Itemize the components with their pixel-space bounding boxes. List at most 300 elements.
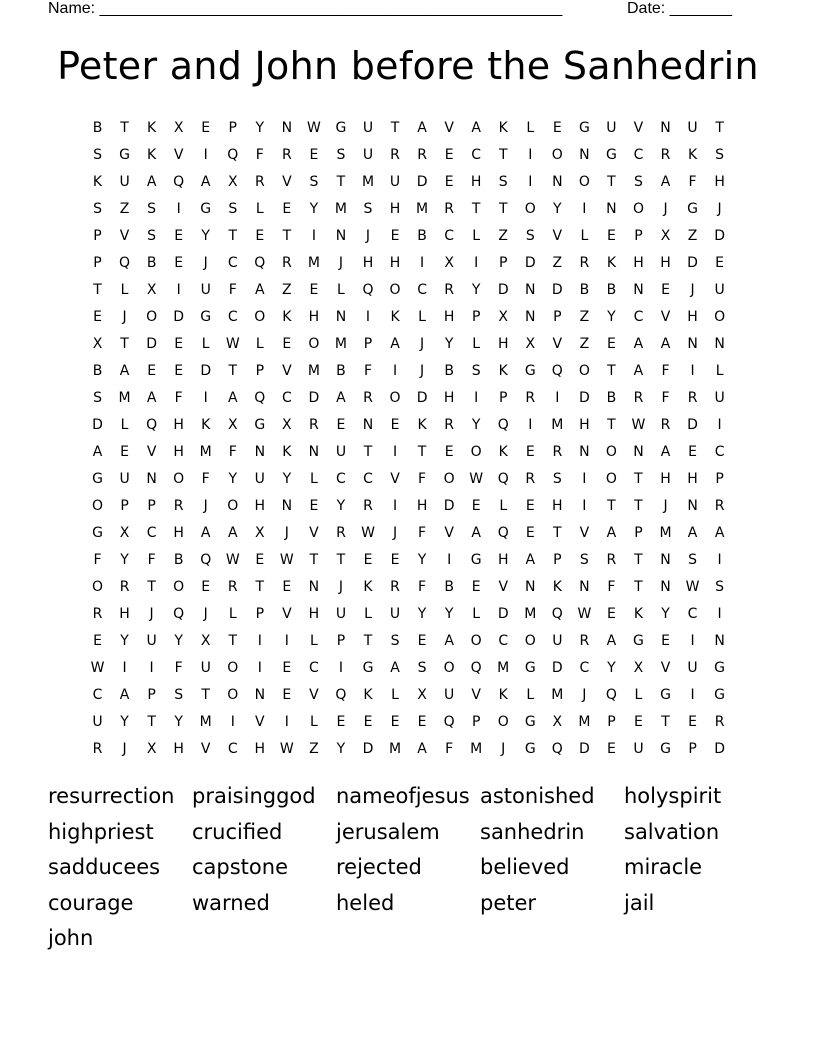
grid-letter: V [660,660,671,677]
grid-letter: Q [254,389,266,406]
grid-letter: E [282,660,292,677]
grid-letter: R [336,524,346,541]
grid-letter: A [471,119,481,136]
grid-letter: J [203,254,208,271]
grid-letter: L [418,308,426,325]
grid-letter: E [444,146,454,163]
grid-letter: H [443,308,455,325]
grid-letter: G [660,687,671,704]
grid-letter: V [173,146,184,163]
grid-letter: E [444,173,454,190]
grid-letter: E [282,687,292,704]
grid-letter: Z [579,308,590,325]
grid-letter: C [227,741,238,758]
grid-letter: G [633,633,644,650]
grid-letter: V [282,173,292,190]
grid-letter: J [122,741,127,758]
grid-letter: Q [605,687,617,704]
grid-letter: M [334,335,347,352]
grid-letter: U [119,173,130,190]
grid-letter: C [281,389,292,406]
grid-letter: R [281,146,292,163]
grid-letter: R [417,146,427,163]
grid-letter: S [309,173,319,190]
grid-letter: S [688,552,697,569]
grid-letter: X [227,416,238,433]
grid-letter: W [631,416,646,433]
grid-letter: Q [497,416,509,433]
grid-letter: U [714,389,725,406]
grid-letter: E [525,443,535,460]
grid-letter: Y [120,633,129,650]
grid-letter: Q [146,416,158,433]
grid-letter: F [363,362,373,379]
grid-letter: D [578,389,590,406]
grid-letter: E [93,633,102,650]
grid-letter: W [306,119,321,136]
grid-letter: N [579,443,590,460]
grid-letter: L [391,687,399,704]
grid-letter: H [173,443,184,460]
grid-letter: J [501,741,506,758]
grid-letter: I [528,416,533,433]
grid-letter: I [149,660,154,677]
grid-letter: Y [417,606,427,623]
grid-letter: T [363,443,373,460]
grid-letter: J [338,254,344,271]
grid-letter: U [362,119,374,136]
grid-letter: E [715,254,725,271]
grid-letter: T [309,552,319,569]
grid-letter: R [525,389,536,406]
grid-letter: C [714,443,725,460]
grid-letter: X [119,524,130,541]
grid-letter: E [282,200,292,217]
grid-letter: Q [443,714,455,731]
grid-letter: K [147,119,157,136]
grid-letter: A [660,173,671,190]
grid-letter: R [254,173,265,190]
word-bank-item: nameofjesus [336,784,470,808]
grid-letter: C [579,660,590,677]
grid-letter: L [255,335,264,352]
grid-letter: P [553,308,562,325]
grid-letter: N [579,579,590,596]
word-bank-item: capstone [192,855,288,880]
grid-letter: N [308,579,320,596]
grid-letter: R [714,497,725,514]
grid-letter: D [443,497,455,514]
grid-letter: J [663,497,668,514]
grid-letter: E [417,714,427,731]
grid-letter: O [389,389,401,406]
grid-letter: C [309,660,319,677]
grid-letter: E [309,497,319,514]
grid-letter: A [660,335,671,352]
grid-letter: U [444,687,455,704]
grid-letter: K [498,119,508,136]
grid-letter: X [525,335,536,352]
grid-letter: L [364,606,372,623]
grid-letter: H [579,416,590,433]
grid-letter: Q [173,606,185,623]
grid-letter: L [120,416,129,433]
grid-letter: V [660,308,671,325]
grid-letter: Q [551,606,563,623]
grid-letter: U [687,660,698,677]
grid-letter: G [92,524,103,541]
grid-letter: S [336,146,346,163]
name-field-label: Name: ____________________________________________________ [48,0,563,17]
grid-letter: N [606,200,617,217]
grid-letter: M [659,524,672,541]
grid-letter: V [552,335,563,352]
grid-letter: G [92,470,103,487]
grid-letter: V [471,687,481,704]
grid-letter: E [309,281,319,298]
grid-letter: K [687,146,698,163]
grid-letter: G [254,416,266,433]
grid-letter: X [200,633,211,650]
grid-letter: N [146,470,157,487]
grid-letter: P [688,741,697,758]
grid-letter: E [606,606,616,623]
grid-letter: Y [336,741,346,758]
grid-letter: I [555,389,560,406]
grid-letter: D [687,254,698,271]
grid-letter: U [92,714,103,731]
grid-letter: Y [336,497,346,514]
grid-letter: X [552,714,563,731]
grid-letter: H [119,606,130,623]
word-bank-item: highpriest [48,819,154,844]
grid-letter: M [551,687,564,704]
grid-letter: A [417,119,427,136]
grid-letter: V [552,227,563,244]
grid-letter: Z [498,227,509,244]
grid-letter: N [335,308,347,325]
grid-letter: F [228,443,237,460]
grid-letter: R [363,389,373,406]
grid-letter: R [92,741,103,758]
grid-letter: O [92,497,104,514]
grid-letter: E [255,552,265,569]
grid-letter: R [606,552,617,569]
grid-letter: F [661,389,670,406]
grid-letter: E [282,335,292,352]
grid-letter: X [417,687,427,704]
word-bank-item: salvation [624,819,720,844]
grid-letter: A [606,633,617,650]
grid-letter: K [417,416,427,433]
grid-letter: A [146,389,157,406]
grid-letter: I [690,633,695,650]
grid-letter: Q [497,524,509,541]
grid-letter: D [578,741,590,758]
grid-letter: E [525,524,535,541]
grid-letter: N [281,497,293,514]
grid-letter: D [497,281,509,298]
grid-letter: D [687,416,698,433]
grid-letter: N [633,443,644,460]
grid-letter: P [553,552,562,569]
grid-letter: K [498,687,508,704]
grid-letter: E [390,416,400,433]
grid-letter: U [254,470,265,487]
grid-letter: T [417,443,427,460]
grid-letter: V [390,470,400,487]
grid-letter: T [498,146,508,163]
grid-letter: B [146,254,157,271]
grid-letter: Q [470,660,482,677]
grid-letter: R [444,281,454,298]
grid-letter: Z [579,335,590,352]
grid-letter: H [687,308,698,325]
grid-letter: S [552,470,562,487]
grid-letter: D [714,741,725,758]
grid-letter: T [93,281,102,298]
grid-letter: H [308,606,320,623]
grid-letter: I [338,660,344,677]
grid-letter: D [416,173,428,190]
grid-letter: D [551,281,563,298]
grid-letter: U [335,606,347,623]
grid-letter: S [93,146,102,163]
grid-letter: H [389,254,401,271]
grid-letter: F [661,362,670,379]
word-bank-item: holyspirit [624,784,722,808]
grid-letter: F [418,579,427,596]
grid-letter: K [147,146,157,163]
grid-letter: M [307,254,320,271]
grid-letter: G [470,552,482,569]
grid-letter: G [524,660,536,677]
grid-letter: C [471,146,482,163]
grid-letter: R [119,579,130,596]
grid-letter: U [200,660,211,677]
grid-letter: L [255,200,264,217]
grid-letter: K [282,308,292,325]
grid-letter: H [497,552,509,569]
grid-letter: G [605,146,617,163]
grid-letter: A [200,173,211,190]
grid-letter: D [92,416,103,433]
grid-letter: T [607,362,616,379]
grid-letter: T [634,470,643,487]
grid-letter: E [390,552,400,569]
grid-letter: R [390,146,400,163]
grid-letter: O [443,470,455,487]
grid-letter: X [255,524,265,541]
grid-letter: F [147,552,156,569]
grid-letter: M [470,741,483,758]
grid-letter: F [93,552,102,569]
grid-letter: H [497,335,509,352]
grid-letter: N [714,633,725,650]
grid-letter: S [147,200,157,217]
grid-letter: Q [200,552,212,569]
grid-letter: M [497,660,510,677]
grid-letter: A [606,524,617,541]
grid-letter: E [688,714,697,731]
grid-letter: T [661,714,670,731]
grid-letter: P [634,524,643,541]
grid-letter: M [199,443,212,460]
grid-letter: N [714,335,725,352]
grid-letter: E [282,579,292,596]
grid-letter: I [582,497,587,514]
grid-letter: T [390,119,400,136]
grid-letter: W [279,741,294,758]
grid-letter: U [146,633,157,650]
word-bank-item: jail [624,890,655,915]
grid-letter: T [147,714,156,731]
grid-letter: S [93,389,102,406]
grid-letter: I [690,687,695,704]
grid-letter: S [525,227,535,244]
grid-letter: E [390,227,400,244]
grid-letter: V [579,524,590,541]
grid-letter: D [551,660,563,677]
grid-letter: G [714,660,726,677]
grid-letter: L [201,335,210,352]
grid-letter: X [146,281,157,298]
grid-letter: E [120,443,129,460]
grid-letter: J [365,227,371,244]
grid-letter: O [227,497,239,514]
grid-letter: O [714,308,726,325]
grid-letter: N [525,579,536,596]
grid-letter: D [173,308,185,325]
grid-letter: T [715,119,724,136]
grid-letter: I [392,497,398,514]
grid-letter: P [120,497,129,514]
grid-letter: W [90,660,105,677]
grid-letter: D [714,227,725,244]
grid-letter: E [174,335,184,352]
grid-letter: O [605,470,617,487]
word-bank-item: praisinggod [192,784,316,808]
grid-letter: I [365,308,371,325]
grid-letter: U [362,146,374,163]
grid-letter: O [605,443,617,460]
grid-letter: T [120,119,129,136]
grid-letter: K [498,362,508,379]
grid-letter: V [633,119,644,136]
grid-letter: Y [201,227,210,244]
grid-letter: W [685,579,700,596]
grid-letter: E [688,443,697,460]
grid-letter: W [469,470,484,487]
grid-letter: D [524,254,536,271]
grid-letter: X [498,308,509,325]
word-bank-item: heled [336,890,395,915]
grid-letter: S [579,552,589,569]
grid-letter: T [228,227,238,244]
date-field-label: Date: _______ [627,0,732,17]
grid-letter: O [524,633,536,650]
grid-letter: D [362,741,374,758]
grid-letter: O [92,579,104,596]
grid-letter: C [92,687,103,704]
letter-grid [84,114,733,763]
grid-letter: J [690,281,695,298]
grid-letter: A [390,660,400,677]
grid-letter: Q [119,254,131,271]
grid-letter: P [715,470,724,487]
grid-letter: C [146,524,157,541]
grid-letter: T [363,633,373,650]
grid-letter: R [579,633,590,650]
grid-letter: U [633,741,644,758]
grid-letter: Q [497,470,509,487]
word-bank-item: peter [480,890,537,915]
grid-letter: O [578,173,590,190]
grid-letter: L [715,362,724,379]
grid-letter: C [444,227,455,244]
grid-letter: I [717,606,722,623]
grid-letter: A [92,443,103,460]
grid-letter: E [552,119,562,136]
grid-letter: K [552,579,562,596]
grid-letter: C [633,146,644,163]
grid-letter: P [499,389,508,406]
grid-letter: T [282,227,292,244]
grid-letter: A [471,524,481,541]
grid-letter: A [255,281,265,298]
grid-letter: G [714,687,726,704]
grid-letter: E [606,741,616,758]
grid-letter: A [200,524,211,541]
grid-letter: Y [282,470,292,487]
grid-letter: J [717,200,722,217]
grid-letter: I [203,146,208,163]
grid-letter: E [471,497,481,514]
grid-letter: R [444,416,454,433]
word-bank-item: astonished [480,784,595,808]
grid-letter: C [498,633,509,650]
grid-letter: H [173,416,184,433]
grid-letter: V [444,524,454,541]
grid-letter: H [633,254,644,271]
grid-letter: N [579,146,590,163]
grid-letter: U [687,119,698,136]
grid-letter: V [255,714,265,731]
grid-letter: V [119,227,130,244]
grid-letter: H [416,497,428,514]
grid-letter: G [200,200,212,217]
grid-letter: J [582,687,587,704]
grid-letter: O [227,660,239,677]
grid-letter: Q [254,254,266,271]
grid-letter: E [606,227,616,244]
grid-letter: H [687,470,698,487]
grid-letter: Y [607,308,616,325]
grid-letter: H [254,741,266,758]
grid-letter: C [336,470,346,487]
grid-letter: Y [661,606,670,623]
grid-letter: E [661,281,670,298]
grid-letter: B [579,281,590,298]
grid-letter: E [201,579,211,596]
grid-letter: N [362,416,374,433]
word-bank-item: believed [480,855,570,880]
grid-letter: Y [120,714,129,731]
grid-letter: J [420,362,425,379]
grid-letter: G [200,308,212,325]
grid-letter: C [227,308,238,325]
grid-letter: X [444,254,454,271]
